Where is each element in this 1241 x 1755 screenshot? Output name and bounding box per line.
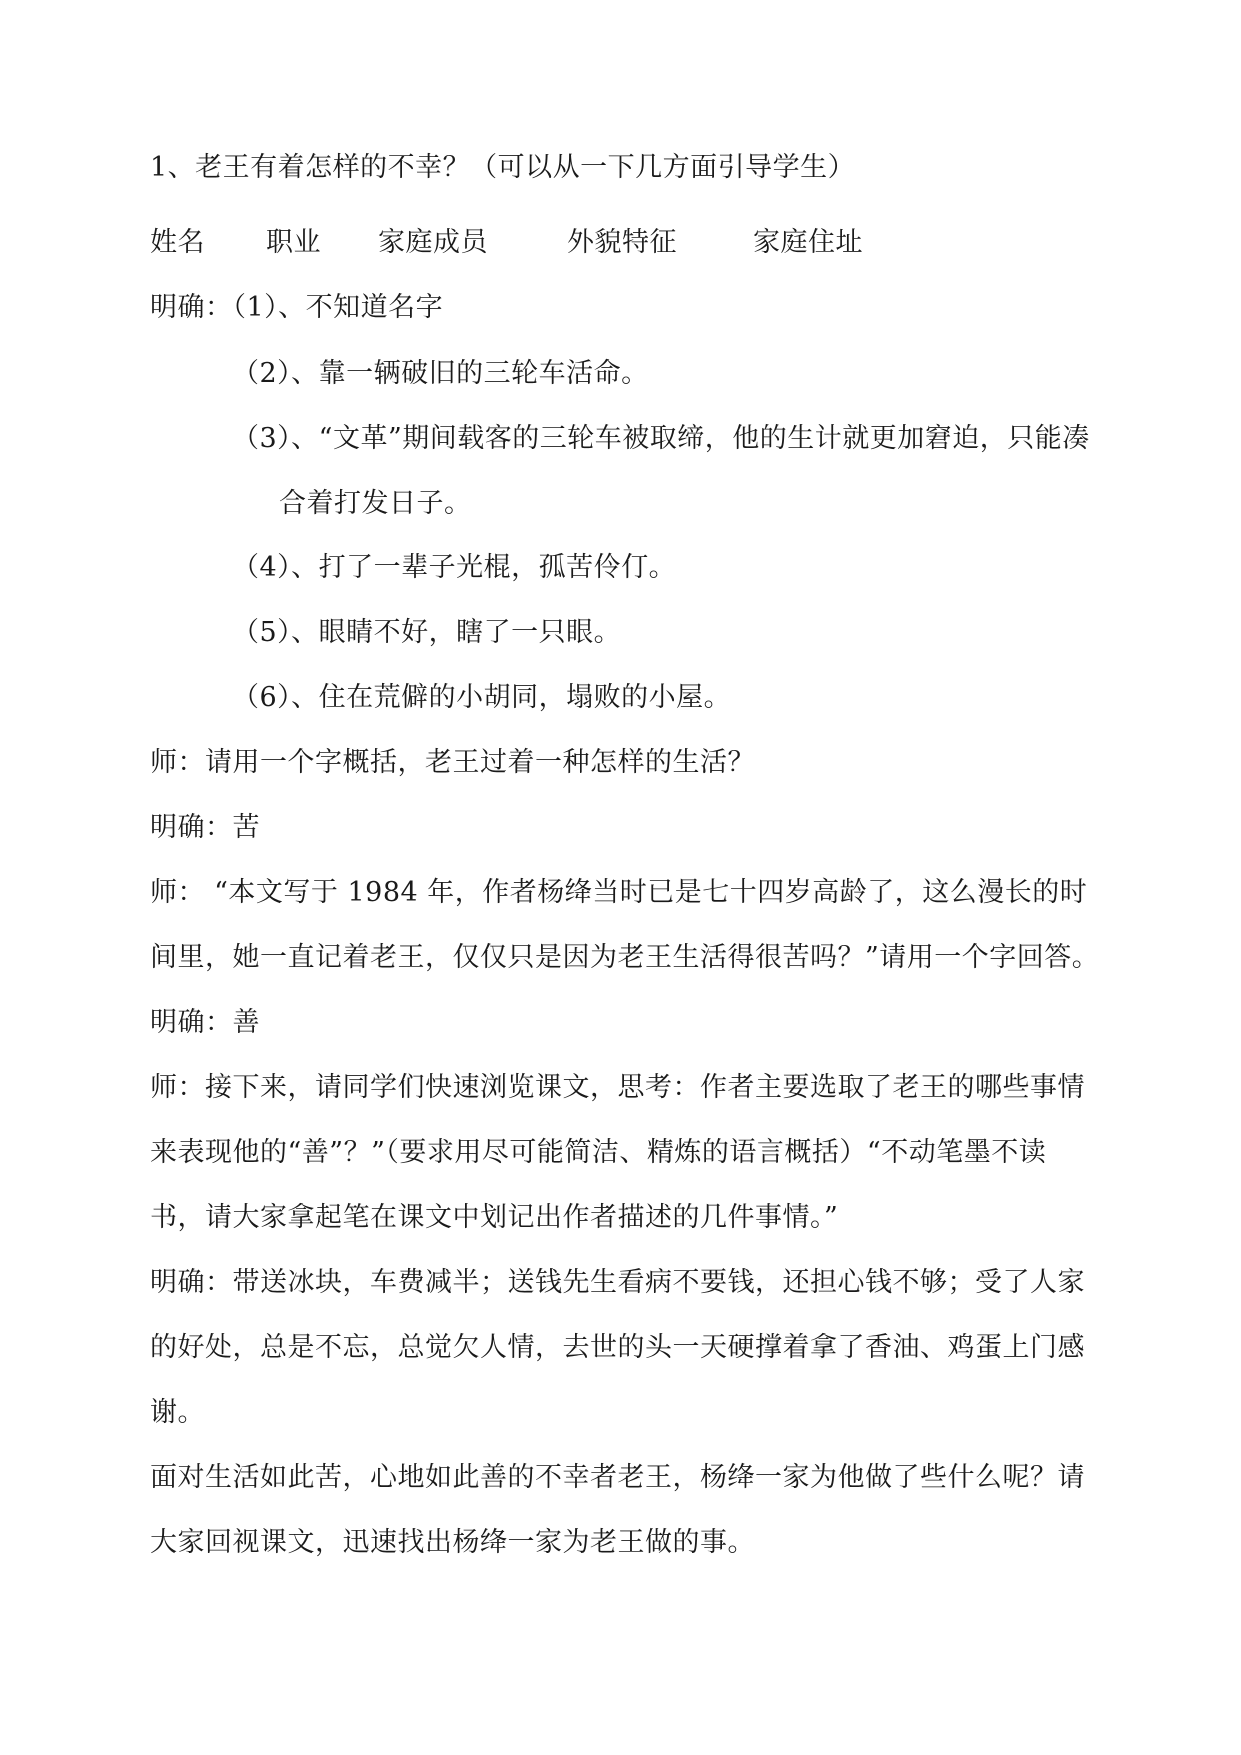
answer-label-text: 明确： (150, 292, 233, 323)
aspect-headers (150, 225, 1050, 265)
answer-item-6: （6）、住在荒僻的小胡同，塌败的小屋。 (232, 682, 732, 713)
answer-item-4: （4）、打了一辈子光棍，孤苦伶仃。 (232, 552, 677, 583)
teacher-question-2-line-2: 间里，她一直记着老王，仅仅只是因为老王生活得很苦吗？”请用一个字回答。 (150, 942, 1100, 973)
question-heading: 1、老王有着怎样的不幸？（可以从一下几方面引导学生） (150, 152, 856, 183)
header-name: 姓名 (150, 227, 205, 258)
answer-4-line-1: 明确：带送冰块，车费减半；送钱先生看病不要钱，还担心钱不够；受了人家 (150, 1267, 1085, 1298)
teacher-question-3-line-2: 来表现他的“善”？”（要求用尽可能简洁、精炼的语言概括）“不动笔墨不读 (150, 1137, 1047, 1168)
closing-line-2: 大家回视课文，迅速找出杨绛一家为老王做的事。 (150, 1527, 755, 1558)
header-appearance: 外貌特征 (567, 227, 677, 258)
answer-2: 明确：苦 (150, 812, 260, 843)
header-address: 家庭住址 (753, 227, 863, 258)
answer-label (150, 290, 443, 326)
answer-item-1: （1）、不知道名字 (232, 292, 444, 323)
answer-4-line-2: 的好处，总是不忘，总觉欠人情，去世的头一天硬撑着拿了香油、鸡蛋上门感 (150, 1332, 1085, 1363)
answer-item-3-continued: 合着打发日子。 (279, 488, 472, 519)
header-occupation: 职业 (266, 227, 321, 258)
teacher-question-1: 师：请用一个字概括，老王过着一种怎样的生活？ (150, 747, 755, 778)
teacher-question-3-line-1: 师：接下来，请同学们快速浏览课文，思考：作者主要选取了老王的哪些事情 (150, 1072, 1085, 1103)
teacher-question-2-line-1: 师： “本文写于 1984 年，作者杨绛当时已是七十四岁高龄了，这么漫长的时 (150, 877, 1088, 908)
closing-line-1: 面对生活如此苦，心地如此善的不幸者老王，杨绛一家为他做了些什么呢？请 (150, 1462, 1085, 1493)
answer-4-line-3: 谢。 (150, 1397, 205, 1428)
answer-item-3: （3）、“文革”期间载客的三轮车被取缔，他的生计就更加窘迫，只能凑 (232, 423, 1090, 454)
answer-item-5: （5）、眼睛不好，瞎了一只眼。 (232, 617, 622, 648)
answer-item-2: （2）、靠一辆破旧的三轮车活命。 (232, 358, 649, 389)
teacher-question-3-line-3: 书，请大家拿起笔在课文中划记出作者描述的几件事情。” (150, 1202, 839, 1233)
answer-3: 明确：善 (150, 1007, 260, 1038)
header-family: 家庭成员 (378, 227, 488, 258)
